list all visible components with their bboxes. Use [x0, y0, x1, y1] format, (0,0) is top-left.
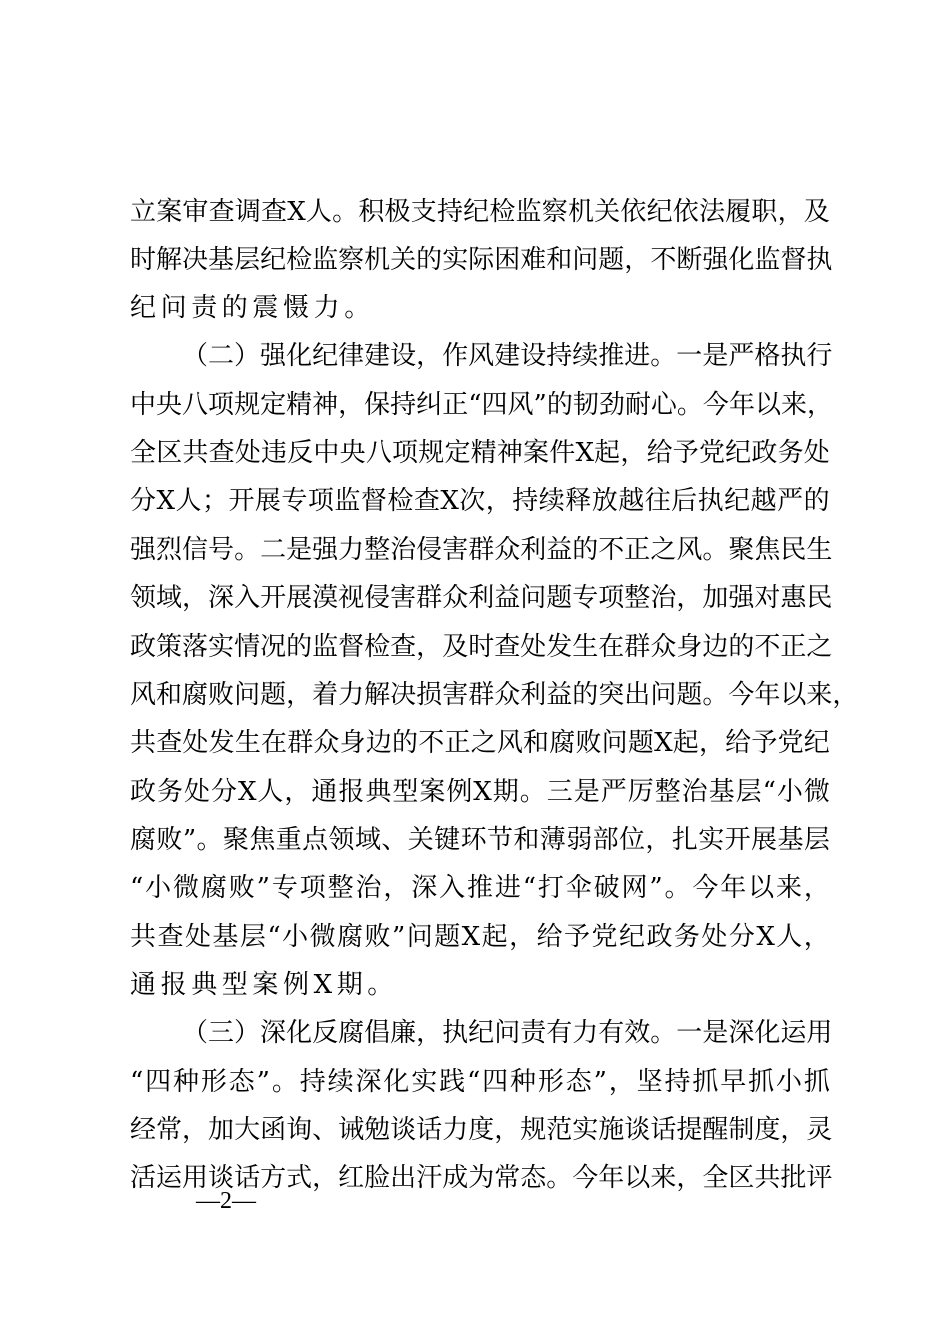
text-line: 经 常 ， 加 大 函 询 、 诫 勉 谈 话 力 度 ， 规 范 实 施 谈 话 提 醒 制 度 ， 灵	[130, 1115, 833, 1145]
text-line: 共 查 处 基 层 “ 小 微 腐 败 ” 问 题 X 起 ， 给 予 党 纪 政 务 处 分 X 人 ，	[130, 922, 830, 952]
text-line: 立 案 审 查 调 查 X 人 。 积 极 支 持 纪 检 监 察 机 关 依 纪 依 法 履 职 ， 及	[130, 197, 830, 227]
text-line: 纪问责的震慑力。	[130, 293, 375, 323]
text-line: 活 运 用 谈 话 方 式 ， 红 脸 出 汗 成 为 常 态 。 今 年 以 来 ， 全 区 共 批 评	[130, 1163, 833, 1193]
text-line: 分 X 人 ； 开 展 专 项 监 督 检 查 X 次 ， 持 续 释 放 越 往 后 执 纪 越 严 的	[130, 486, 830, 516]
text-line: （ 二 ） 强 化 纪 律 建 设 ， 作 风 建 设 持 续 推 进 。 一 是 严 格 执 行	[182, 341, 833, 371]
text-line: 全 区 共 查 处 违 反 中 央 八 项 规 定 精 神 案 件 X 起 ， 给 予 党 纪 政 务 处	[130, 438, 830, 468]
text-line: 政 务 处 分 X 人 ， 通 报 典 型 案 例 X 期 。 三 是 严 厉 整 治 基 层 “ 小 微	[130, 777, 830, 807]
text-line: 强 烈 信 号 。 二 是 强 力 整 治 侵 害 群 众 利 益 的 不 正 之 风 。 聚 焦 民 生	[130, 535, 833, 565]
text-line: “ 四 种 形 态 ” 。 持 续 深 化 实 践 “ 四 种 形 态 ” ， 坚 持 抓 早 抓 小 抓	[130, 1067, 830, 1097]
text-line: 政 策 落 实 情 况 的 监 督 检 查 ， 及 时 查 处 发 生 在 群 众 身 边 的 不 正 之	[130, 632, 833, 662]
page-number: —2—	[196, 1188, 256, 1214]
text-line: 中 央 八 项 规 定 精 神 ， 保 持 纠 正 “ 四 风 ” 的 韧 劲 耐 心 。 今 年 以 来 ，	[130, 390, 833, 420]
text-line: 领 域 ， 深 入 开 展 漠 视 侵 害 群 众 利 益 问 题 专 项 整 治 ， 加 强 对 惠 民	[130, 583, 833, 613]
text-line: 通报典型案例X期。	[130, 970, 398, 1000]
text-line: 时 解 决 基 层 纪 检 监 察 机 关 的 实 际 困 难 和 问 题 ， 不 断 强 化 监 督 执	[130, 245, 833, 275]
text-line: 腐 败 ” 。 聚 焦 重 点 领 域 、 关 键 环 节 和 薄 弱 部 位 ， 扎 实 开 展 基 层	[130, 825, 830, 855]
text-line: 共 查 处 发 生 在 群 众 身 边 的 不 正 之 风 和 腐 败 问 题 X 起 ， 给 予 党 纪	[130, 728, 830, 758]
text-line: （ 三 ） 深 化 反 腐 倡 廉 ， 执 纪 问 责 有 力 有 效 。 一 是 深 化 运 用	[182, 1018, 833, 1048]
text-line: 风 和 腐 败 问 题 ， 着 力 解 决 损 害 群 众 利 益 的 突 出 问 题 。 今 年 以 来 ，	[130, 680, 859, 710]
text-line: “ 小 微 腐 败 ” 专 项 整 治 ， 深 入 推 进 “ 打 伞 破 网 ” 。 今 年 以 来 ，	[130, 873, 830, 903]
